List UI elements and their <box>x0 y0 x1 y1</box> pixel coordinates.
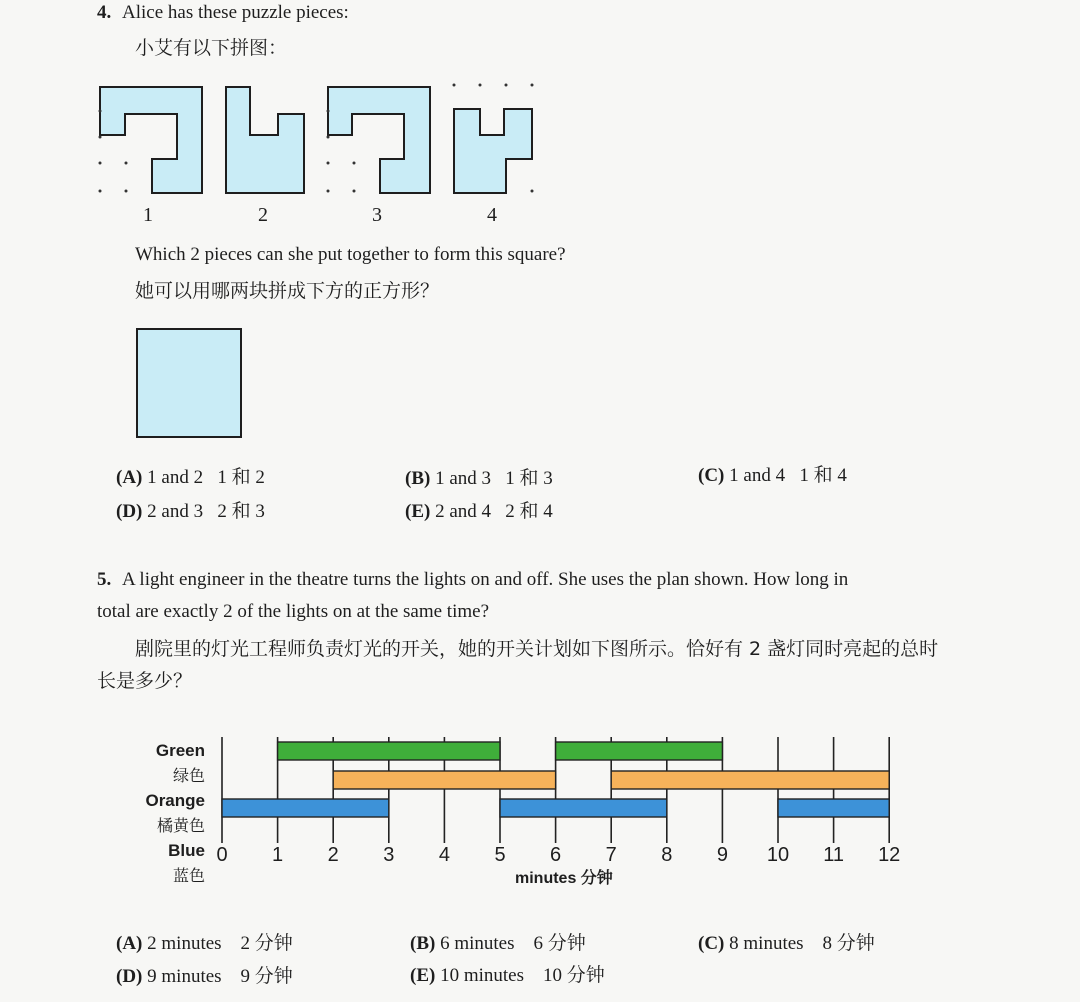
lights-plan-chart <box>110 725 940 895</box>
q5-text-en-1: A light engineer in the theatre turns the lights on and off. She uses the plan shown. How long in <box>122 569 849 590</box>
option-text: 2 and 3 2 和 3 <box>147 501 265 522</box>
tick-label: 0 <box>216 844 228 866</box>
option-letter: (D) <box>116 966 143 987</box>
option-letter: (A) <box>116 933 143 954</box>
series-label-green: Green <box>155 741 205 760</box>
q5-text-zh-2: 长是多少？ <box>97 670 193 692</box>
q5-option-c[interactable] <box>698 928 875 955</box>
piece-1-shape <box>100 87 202 193</box>
option-letter: (B) <box>410 933 436 954</box>
option-text: 2 and 4 2 和 4 <box>435 501 553 522</box>
option-text: 2 minutes 2 分钟 <box>147 933 293 954</box>
q4-option-c[interactable] <box>698 460 847 487</box>
orange-bar-2 <box>611 771 889 789</box>
option-text: 10 minutes 10 分钟 <box>440 965 605 986</box>
q5-number: 5. <box>97 569 112 590</box>
tick-label: 4 <box>438 844 450 866</box>
blue-bar-3 <box>778 799 889 817</box>
tick-label: 1 <box>272 844 284 866</box>
blue-bar-2 <box>500 799 667 817</box>
blue-bar-1 <box>222 799 389 817</box>
option-text: 1 and 3 1 和 3 <box>435 468 553 489</box>
q5-option-e[interactable] <box>410 960 605 987</box>
series-label-orange: Orange <box>145 791 205 810</box>
option-text: 9 minutes 9 分钟 <box>147 966 293 987</box>
q4-question-en: Which 2 pieces can she put together to form this square? <box>135 244 566 265</box>
piece-4-shape <box>454 109 532 193</box>
q4-option-e[interactable] <box>405 496 553 523</box>
option-letter: (D) <box>116 501 143 522</box>
q5-text-en-2: total are exactly 2 of the lights on at the same time? <box>97 601 490 622</box>
option-letter: (B) <box>405 468 431 489</box>
tick-label: 6 <box>550 844 562 866</box>
tick-label: 10 <box>766 844 790 866</box>
tick-label: 8 <box>661 844 673 866</box>
option-letter: (E) <box>405 501 431 522</box>
piece-label-4: 4 <box>487 204 497 226</box>
q4-question-zh: 她可以用哪两块拼成下方的正方形？ <box>135 280 440 302</box>
option-text: 8 minutes 8 分钟 <box>729 933 875 954</box>
q4-number: 4. <box>97 2 112 23</box>
q5-option-b[interactable] <box>410 928 586 955</box>
piece-label-3: 3 <box>372 204 382 226</box>
piece-3-shape <box>328 87 430 193</box>
series-label-zh-green: 绿色 <box>172 766 205 785</box>
orange-bar-1 <box>333 771 555 789</box>
tick-label: 11 <box>823 844 844 866</box>
option-letter: (E) <box>410 965 436 986</box>
q5-option-a[interactable] <box>116 928 293 955</box>
green-bar-2 <box>556 742 723 760</box>
option-text: 1 and 2 1 和 2 <box>147 467 265 488</box>
piece-label-2: 2 <box>258 204 268 226</box>
q4-prompt-en: Alice has these puzzle pieces: <box>122 2 349 23</box>
tick-label: 7 <box>605 844 617 866</box>
target-square <box>135 327 245 440</box>
q5-text-en-line1 <box>97 569 848 591</box>
piece-2-shape <box>226 87 304 193</box>
q4-option-d[interactable] <box>116 496 265 523</box>
series-label-zh-orange: 橘黄色 <box>156 816 205 835</box>
q5-option-d[interactable] <box>116 961 293 988</box>
q5-text-zh-1: 剧院里的灯光工程师负责灯光的开关，她的开关计划如下图所示。恰好有 2 盏灯同时亮起的总时 <box>135 638 939 660</box>
q4-prompt-zh: 小艾有以下拼图： <box>135 37 288 59</box>
q4-prompt-en-line <box>97 2 349 24</box>
option-letter: (A) <box>116 467 143 488</box>
option-text: 6 minutes 6 分钟 <box>440 933 586 954</box>
green-bar-1 <box>278 742 500 760</box>
series-label-blue: Blue <box>168 841 205 860</box>
option-text: 1 and 4 1 和 4 <box>729 465 847 486</box>
option-letter: (C) <box>698 933 725 954</box>
q4-option-b[interactable] <box>405 463 553 490</box>
q4-option-a[interactable] <box>116 462 265 489</box>
tick-label: 2 <box>327 844 339 866</box>
option-letter: (C) <box>698 465 725 486</box>
tick-label: 5 <box>494 844 506 866</box>
piece-label-1: 1 <box>143 204 153 226</box>
tick-label: 12 <box>878 844 901 866</box>
tick-label: 9 <box>716 844 728 866</box>
puzzle-pieces-figure <box>90 75 550 210</box>
series-label-zh-blue: 蓝色 <box>172 866 205 885</box>
tick-label: 3 <box>383 844 395 866</box>
x-axis-title: minutes 分钟 <box>515 870 613 887</box>
